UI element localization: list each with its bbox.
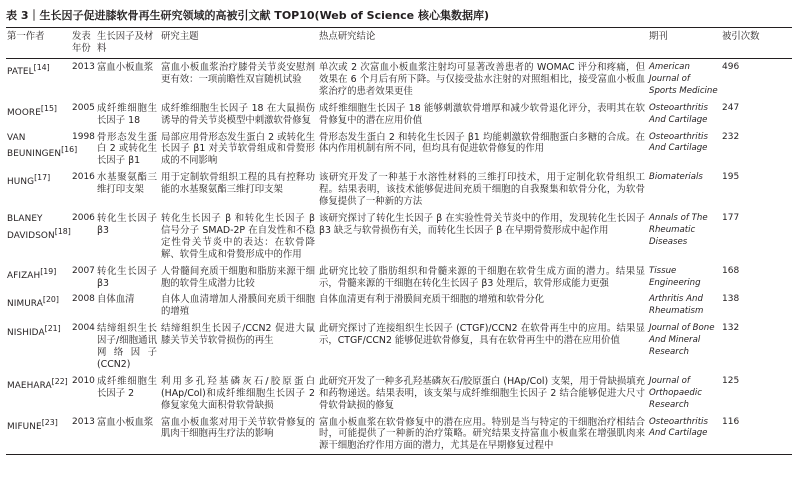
cell-conclusion: 该研究探讨了转化生长因子 β 在实验性骨关节炎中的作用，发现转化生长因子 β3 缺乏与软骨损伤有关，而转化生长因子 β 在早期骨赘形成中起作用 [319,212,645,236]
table-row [6,373,792,414]
cell-year: 1998 [72,131,95,142]
cell-author [6,169,70,210]
cell-topic: 局部应用骨形态发生蛋白 2 或转化生长因子 β1 对关节软骨组成和骨赘形成的不同影响 [161,131,315,167]
cell-factor: 富血小板血浆 [97,62,154,73]
cell-conclusion: 此研究比较了脂肪组织和骨髓来源的干细胞在软骨生成方面的潜力。结果显示，骨髓来源的干细胞在转化生长因子 β3 处理后，软骨形成能力更强 [319,265,645,289]
cell-journal: American Journal of Sports Medicine [649,62,718,96]
cell-journal: Osteoarthritis And Cartilage [649,131,708,154]
citations-table [6,27,792,455]
cell-year: 2010 [72,375,95,386]
author-name: AFIZAH [7,270,41,281]
cell-conclusion: 骨形态发生蛋白 2 和转化生长因子 β1 均能刺激软骨细胞蛋白多糖的合成。在体内作用机制有所不同，但均具有促进软骨修复的作用 [319,131,645,155]
cell-year: 2004 [72,323,95,334]
cell-topic: 用于定制软骨组织工程的具有控释功能的水基聚氨酯三维打印支架 [161,172,315,196]
cell-year: 2006 [72,212,95,223]
author-name: HUNG [7,177,35,188]
table-row [6,414,792,455]
cell-journal: Tissue Engineering [649,265,701,288]
table-row [6,210,792,263]
cell-author [6,59,70,100]
cell-author [6,291,70,320]
cell-factor: 转化生长因子 β3 [97,212,157,236]
reference-number: [15] [40,103,57,113]
table-row [6,129,792,170]
author-name: MAEHARA [7,380,52,391]
reference-number: [18] [54,226,71,236]
cell-factor: 骨形态发生蛋白 2 或转化生长因子 β1 [97,131,157,167]
cell-conclusion: 成纤维细胞生长因子 18 能够刺激软骨增厚和减少软骨退化评分，表明其在软骨修复中的潜在应用价值 [319,102,645,126]
cell-citations: 496 [722,62,740,72]
cell-conclusion: 此研究开发了一种多孔羟基磷灰石/胶原蛋白 (HAp/Col) 支架，用于骨缺损填充和药物递送。结果表明，该支架与成纤维细胞生长因子 2 结合能够促进大尺寸骨软骨缺损的修复 [319,375,645,411]
cell-journal: Journal of Orthopaedic Research [649,375,702,410]
cell-citations: 138 [722,294,740,305]
table-body [6,59,792,455]
cell-conclusion: 该研究开发了一种基于水溶性材料的三维打印技术，用于定制化软骨组织工程。结果表明，该技术能够促进间充质干细胞的自我聚集和软骨分化，为软骨修复提供了一种新的方法 [319,172,645,208]
table-row [6,291,792,320]
cell-year: 2013 [72,62,95,72]
cell-journal: Annals of The Rheumatic Diseases [649,212,708,247]
reference-number: [20] [42,295,59,305]
cell-year: 2005 [72,102,95,113]
reference-number: [14] [33,63,50,72]
author-name: MIFUNE [7,421,42,432]
cell-author [6,263,70,292]
reference-number: [22] [51,376,68,386]
cell-factor: 自体血清 [97,294,135,306]
table-row [6,59,792,100]
cell-citations: 195 [722,172,740,183]
reference-number: [21] [44,324,61,334]
header-year: 发表年份 [72,31,91,54]
cell-journal: Osteoarthritis And Cartilage [649,102,708,125]
cell-topic: 富血小板血浆治疗膝骨关节炎安慰剂更有效：一项前瞻性双盲随机试验 [161,62,315,85]
reference-number: [19] [40,266,57,276]
header-journal: 期刊 [649,31,668,42]
header-topic: 研究主题 [161,31,199,42]
author-name: VAN BEUNINGEN [7,132,62,160]
cell-conclusion: 自体血清更有利于滑膜间充质干细胞的增殖和软骨分化 [319,294,545,306]
header-citations: 被引次数 [722,31,760,42]
cell-conclusion: 富血小板血浆在软骨修复中的潜在应用。特别是当与特定的干细胞治疗相结合时，可能提供了一种新的治疗策略。研究结果支持富血小板血浆在增强肌肉来源干细胞治疗作用方面的潜力，尤其是在早期修复过程中 [319,416,645,452]
author-name: BLANEY DAVIDSON [7,213,55,241]
cell-topic: 自体人血清增加人滑膜间充质干细胞的增殖 [161,294,315,318]
cell-journal: Arthritis And Rheumatism [649,294,704,317]
cell-topic: 转化生长因子 β 和转化生长因子 β 信号分子 SMAD-2P 在自发性和不稳定性骨关节炎中的表达：在软骨降解、软骨生成和骨赘形成中的作用 [161,212,315,260]
cell-factor: 转化生长因子 β3 [97,265,157,289]
cell-author [6,414,70,455]
table-header-row [6,28,792,59]
header-factor: 生长因子及材料 [97,31,154,54]
cell-citations: 116 [722,416,740,427]
table-row [6,169,792,210]
cell-author [6,210,70,263]
cell-citations: 232 [722,131,740,142]
cell-year: 2007 [72,265,95,276]
cell-citations: 247 [722,102,740,113]
cell-topic: 利用多孔羟基磷灰石/胶原蛋白(HAp/Col)和成纤维细胞生长因子 2 修复家兔大面积骨软骨缺损 [161,375,315,411]
cell-factor: 水基聚氨酯三维打印支架 [97,172,157,196]
cell-author [6,129,78,170]
cell-journal: Biomaterials [649,172,703,183]
cell-citations: 125 [722,375,740,386]
table-row [6,263,792,292]
cell-topic: 富血小板血浆对用于关节软骨修复的肌肉干细胞再生疗法的影响 [161,416,315,440]
cell-topic: 结缔组织生长因子/CCN2 促进大鼠膝关节关节软骨损伤的再生 [161,323,315,347]
author-name: PATEL [7,67,34,78]
author-name: NIMURA [7,299,43,310]
cell-year: 2013 [72,416,95,427]
cell-factor: 成纤维细胞生长因子 2 [97,375,157,399]
reference-number: [23] [41,417,58,427]
cell-conclusion: 此研究探讨了连接组织生长因子 (CTGF)/CCN2 在软骨再生中的应用。结果显示，CTGF/CCN2 能够促进软骨修复，具有在软骨再生中的潜在应用价值 [319,323,645,347]
cell-author [6,320,70,373]
reference-number: [17] [34,173,51,183]
cell-factor: 结缔组织生长因子/细胞通讯网络因子(CCN2) [97,323,157,370]
cell-citations: 132 [722,323,740,334]
cell-topic: 人骨髓间充质干细胞和脂肪来源干细胞的软骨生成潜力比较 [161,265,315,289]
header-conclusion: 热点研究结论 [319,31,376,42]
cell-year: 2008 [72,294,95,305]
cell-author [6,373,70,414]
table-row [6,320,792,373]
cell-citations: 177 [722,212,740,223]
cell-journal: Osteoarthritis And Cartilage [649,416,708,439]
cell-factor: 成纤维细胞生长因子 18 [97,102,157,126]
cell-journal: Journal of Bone And Mineral Research [649,323,715,358]
cell-conclusion: 单次或 2 次富血小板血浆注射均可显著改善患者的 WOMAC 评分和疼痛，但效果在 6 个月后有所下降。与仅接受盐水注射的对照组相比，接受富血小板血浆治疗的患者效果更佳 [319,62,645,97]
author-name: NISHIDA [7,328,45,339]
reference-number: [16] [61,145,78,155]
table-row [6,100,792,129]
cell-citations: 168 [722,265,740,276]
table-caption: 表 3｜生长因子促进膝软骨再生研究领域的高被引文献 TOP10(Web of Science 核心集数据库) [6,9,489,22]
cell-topic: 成纤维细胞生长因子 18 在大鼠损伤诱导的骨关节炎模型中刺激软骨修复 [161,102,315,126]
cell-year: 2016 [72,172,95,183]
author-name: MOORE [7,107,41,118]
cell-factor: 富血小板血浆 [97,416,154,428]
cell-author [6,100,70,129]
header-author: 第一作者 [7,31,45,42]
